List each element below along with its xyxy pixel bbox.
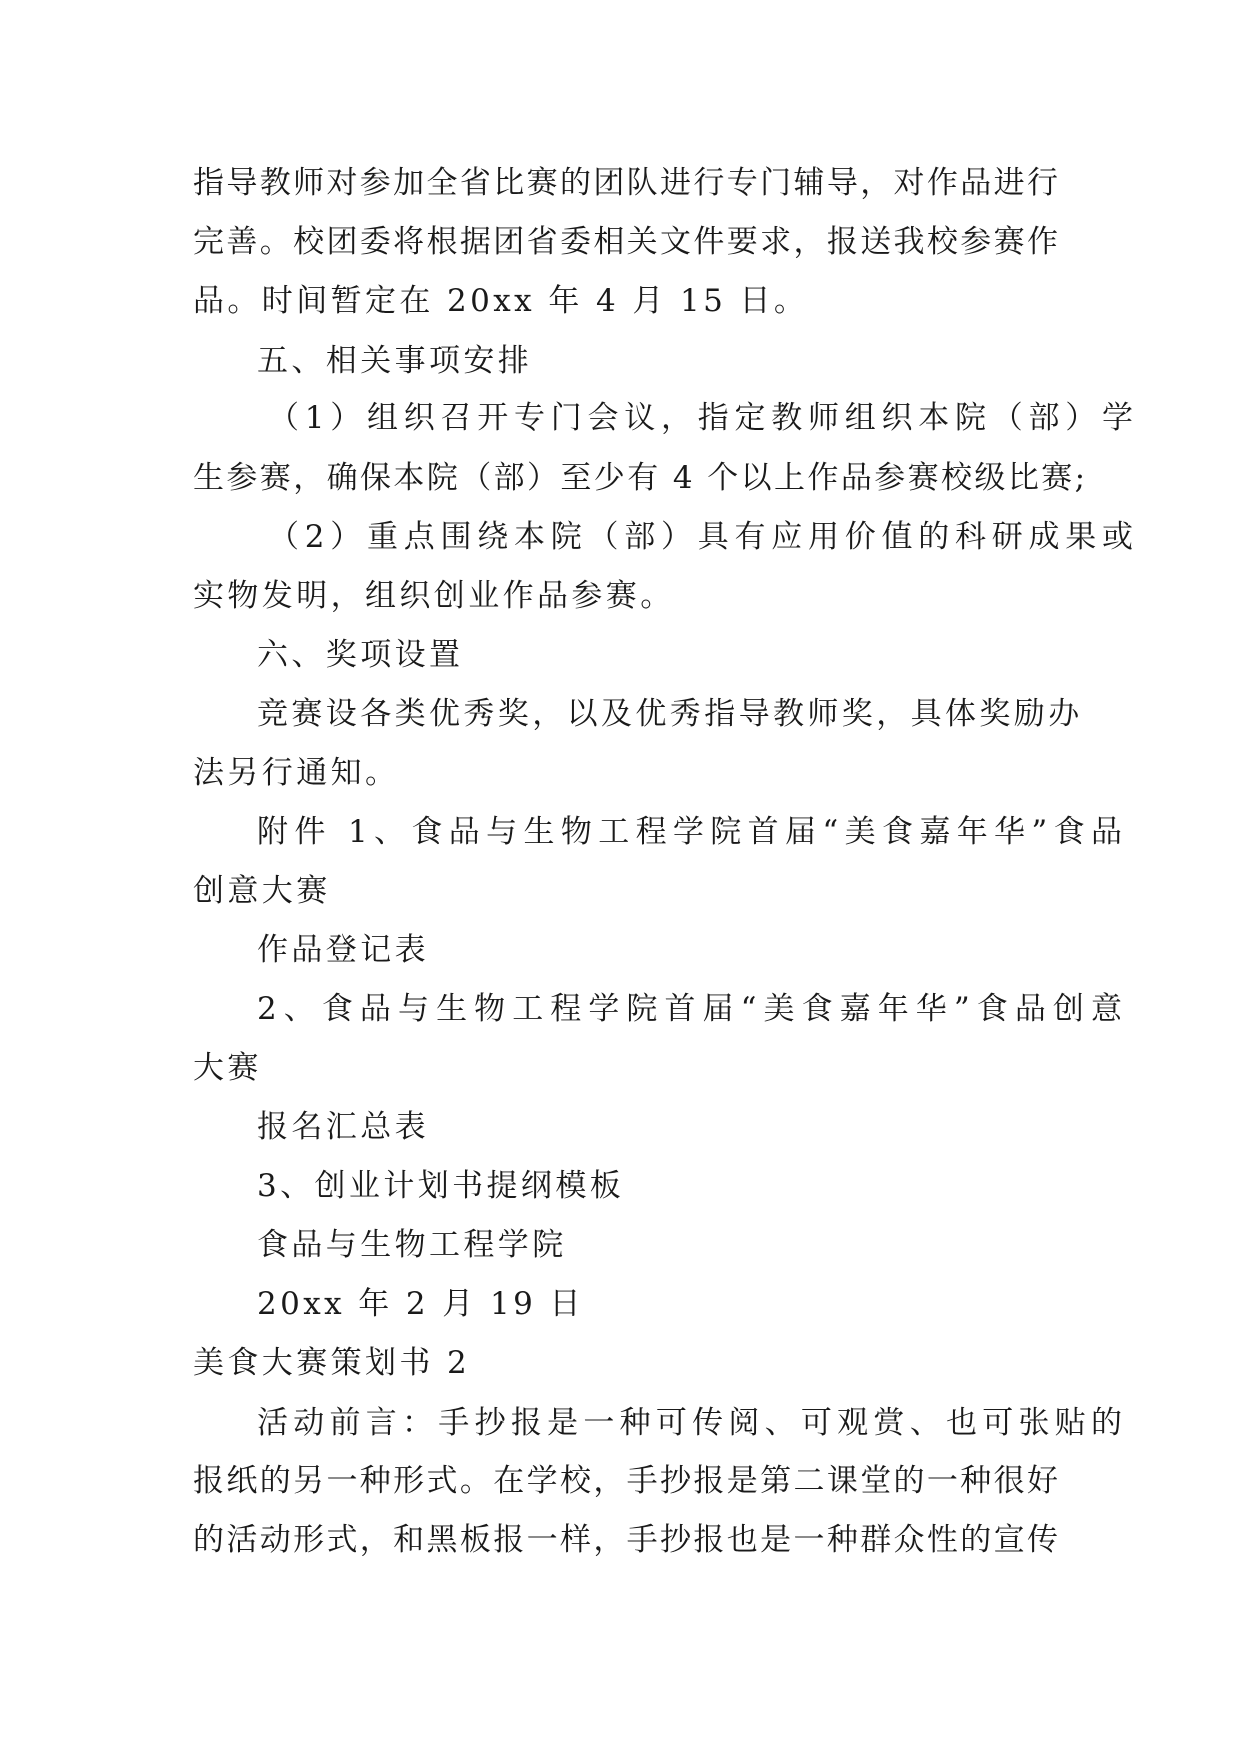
body-text-line: （1）组织召开专门会议，指定教师组织本院（部）学 xyxy=(268,400,1133,436)
body-text-line: 的活动形式，和黑板报一样，手抄报也是一种群众性的宣传 xyxy=(193,1522,1058,1558)
body-text-line: 完善。校团委将根据团省委相关文件要求，报送我校参赛作 xyxy=(193,224,1058,260)
attachment-line: 大赛 xyxy=(193,1050,262,1086)
attachment-line: 报名汇总表 xyxy=(257,1109,429,1145)
attachment-line: 作品登记表 xyxy=(257,932,429,968)
body-text-line: 生参赛，确保本院（部）至少有 4 个以上作品参赛校级比赛; xyxy=(193,460,1088,496)
attachment-line: 2、食品与生物工程学院首届“美食嘉年华”食品创意 xyxy=(257,991,1122,1027)
body-text-line: （2）重点围绕本院（部）具有应用价值的科研成果或 xyxy=(268,519,1133,555)
section-heading: 五、相关事项安排 xyxy=(257,343,533,379)
body-text-line: 竞赛设各类优秀奖，以及优秀指导教师奖，具体奖励办 xyxy=(257,696,1083,732)
signature-organization: 食品与生物工程学院 xyxy=(257,1227,567,1263)
attachment-line: 创意大赛 xyxy=(193,873,331,909)
attachment-line: 3、创业计划书提纲模板 xyxy=(257,1168,625,1204)
body-text-line: 活动前言：手抄报是一种可传阅、可观赏、也可张贴的 xyxy=(257,1405,1122,1441)
signature-date: 20xx 年 2 月 19 日 xyxy=(257,1286,584,1322)
body-text-line: 法另行通知。 xyxy=(193,755,400,791)
body-text-line: 实物发明，组织创业作品参赛。 xyxy=(193,578,675,614)
body-text-line: 报纸的另一种形式。在学校，手抄报是第二课堂的一种很好 xyxy=(193,1463,1058,1499)
section-heading: 六、奖项设置 xyxy=(257,637,464,673)
body-text-line: 品。时间暂定在 20xx 年 4 月 15 日。 xyxy=(193,283,809,319)
attachment-line: 附件 1、食品与生物工程学院首届“美食嘉年华”食品 xyxy=(257,814,1122,850)
document-title: 美食大赛策划书 2 xyxy=(193,1345,471,1381)
body-text-line: 指导教师对参加全省比赛的团队进行专门辅导，对作品进行 xyxy=(193,165,1058,201)
